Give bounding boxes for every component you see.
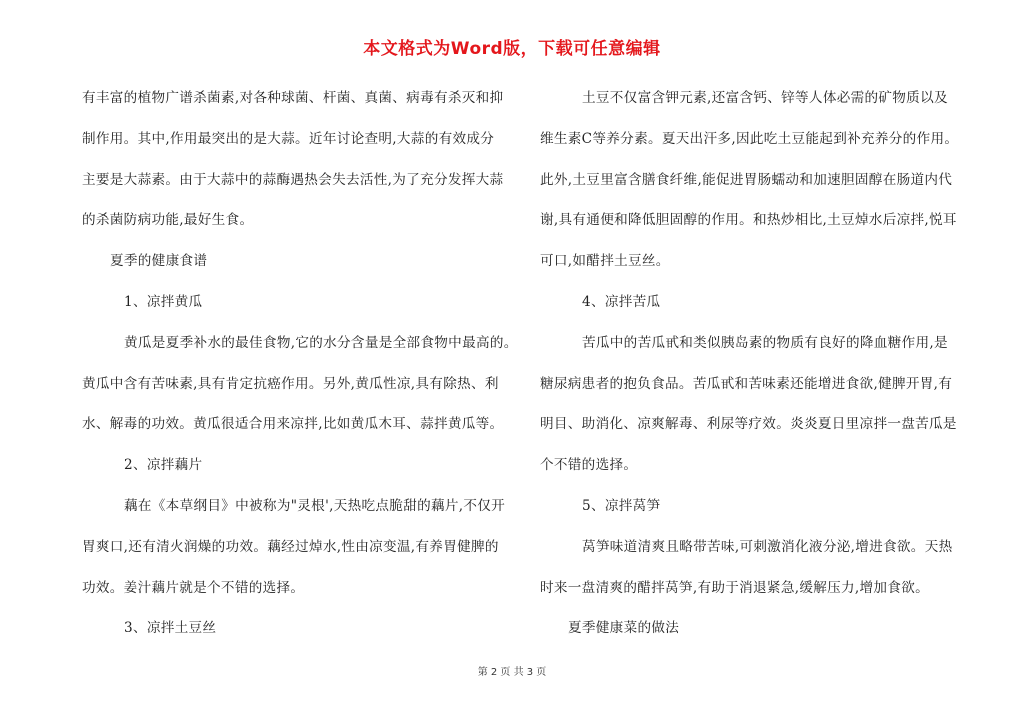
text-line: 的杀菌防病功能,最好生食。 [82,212,254,229]
text-line: 糖尿病患者的抱负食品。苦瓜甙和苦味素还能增进食欲,健脾开胃,有 [540,375,953,392]
text-line: 时来一盘清爽的醋拌莴笋,有助于消退紧急,缓解压力,增加食欲。 [540,579,929,596]
text-line: 黄瓜中含有苦味素,具有肯定抗癌作用。另外,黄瓜性凉,具有除热、利 [82,375,499,392]
left-column [82,78,522,649]
text-line: 苦瓜中的苦瓜甙和类似胰岛素的物质有良好的降血糖作用,是 [582,334,948,351]
text-line: 制作用。其中,作用最突出的是大蒜。近年讨论查明,大蒜的有效成分 [82,130,495,147]
text-line: 功效。姜汁藕片就是个不错的选择。 [82,579,305,596]
text-line: 胃爽口,还有清火润燥的功效。藕经过焯水,性由凉变温,有养胃健脾的 [82,538,499,555]
text-line: 可口,如醋拌土豆丝。 [540,253,670,270]
text-line: 黄瓜是夏季补水的最佳食物,它的水分含量是全部食物中最高的。 [124,334,518,351]
recipe-heading: 2、凉拌藕片 [124,457,203,474]
text-line: 莴笋味道清爽且略带苦味,可刺激消化液分泌,增进食欲。天热 [582,538,953,555]
text-line: 维生素C等养分素。夏天出汗多,因此吃土豆能起到补充养分的作用。 [540,130,959,147]
recipe-heading: 5、凉拌莴笋 [582,497,661,514]
recipe-heading: 4、凉拌苦瓜 [582,293,661,310]
page-number: 第 2 页 共 3 页 [477,667,547,678]
text-line: 有丰富的植物广谱杀菌素,对各种球菌、杆菌、真菌、病毒有杀灭和抑 [82,90,504,106]
section-heading: 夏季的健康食谱 [110,253,208,270]
text-line: 土豆不仅富含钾元素,还富含钙、锌等人体必需的矿物质以及 [582,90,948,106]
text-line: 水、解毒的功效。黄瓜很适合用来凉拌,比如黄瓜木耳、蒜拌黄瓜等。 [82,416,504,433]
text-line: 藕在《本草纲目》中被称为"灵根',天热吃点脆甜的藕片,不仅开 [124,497,506,514]
text-line: 主要是大蒜素。由于大蒜中的蒜酶遇热会失去活性,为了充分发挥大蒜 [82,171,504,188]
right-column [540,78,980,649]
recipe-heading: 1、凉拌黄瓜 [124,293,203,310]
text-line: 谢,具有通便和降低胆固醇的作用。和热炒相比,土豆焯水后凉拌,悦耳 [540,212,957,229]
format-banner: 本文格式为Word版，下载可任意编辑 [363,39,661,59]
text-line: 明目、助消化、凉爽解毒、利尿等疗效。炎炎夏日里凉拌一盘苦瓜是 [540,416,957,433]
section-heading: 夏季健康菜的做法 [568,620,680,637]
recipe-heading: 3、凉拌土豆丝 [124,620,217,637]
text-line: 个不错的选择。 [540,457,638,474]
text-line: 此外,土豆里富含膳食纤维,能促进胃肠蠕动和加速胆固醇在肠道内代 [540,171,953,188]
